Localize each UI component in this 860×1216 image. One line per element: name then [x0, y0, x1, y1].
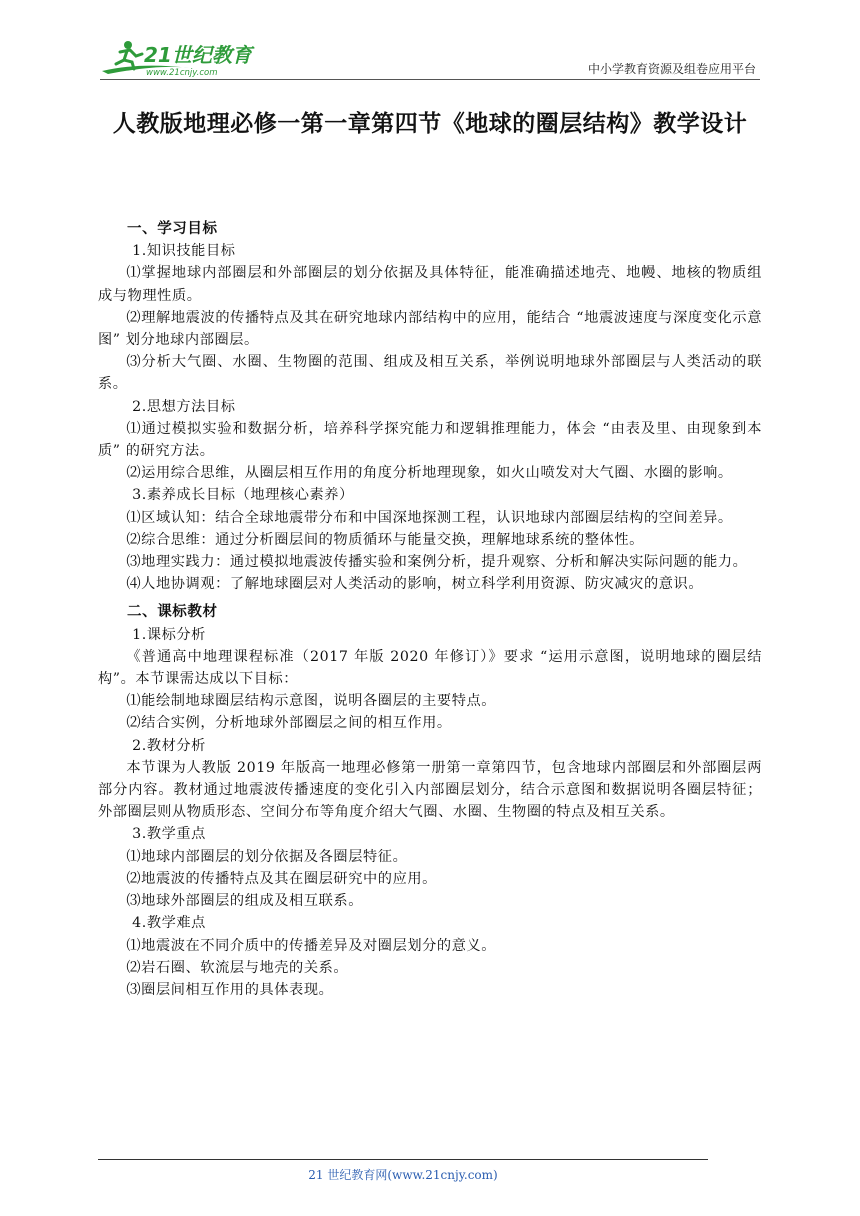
section-heading: 一、学习目标 [127, 221, 218, 237]
header-divider [100, 79, 760, 80]
body-paragraph: ⑴地震波在不同介质中的传播差异及对圈层划分的意义。 [126, 937, 497, 954]
body-paragraph: ⑵结合实例，分析地球外部圈层之间的相互作用。 [126, 715, 452, 732]
sub-heading: 1.知识技能目标 [132, 243, 236, 260]
footer-link[interactable]: 21 世纪教育网(www.21cnjy.com) [308, 1168, 498, 1182]
site-logo[interactable] [100, 38, 270, 78]
page-header [100, 34, 760, 80]
document-title: 人教版地理必修一第一章第四节《地球的圈层结构》教学设计 [112, 111, 748, 137]
svg-text:21世纪教育: 21世纪教育 [144, 43, 252, 67]
body-paragraph: ⑴掌握地球内部圈层和外部圈层的划分依据及具体特征，能准确描述地壳、地幔、地核的物质组成与物理性质。 [98, 265, 762, 304]
body-paragraph: ⑶分析大气圈、水圈、生物圈的范围、组成及相互关系，举例说明地球外部圈层与人类活动的联系。 [98, 354, 762, 393]
body-paragraph: ⑴地球内部圈层的划分依据及各圈层特征。 [126, 848, 408, 865]
body-paragraph: ⑶圈层间相互作用的具体表现。 [126, 981, 334, 998]
sub-heading: 3.素养成长目标（地理核心素养） [132, 487, 354, 504]
svg-text:www.21cnjy.com: www.21cnjy.com [146, 68, 218, 78]
sub-heading: 2.教材分析 [132, 737, 206, 754]
body-paragraph: 本节课为人教版 2019 年版高一地理必修第一册第一章第四节，包含地球内部圈层和外部圈层两部分内容。教材通过地震波传播速度的变化引入内部圈层划分，结合示意图和数据说明各圈层特征；外部圈层则从物质形态、空间分布等角度介绍大气圈、水圈、生物圈的特点及相互关系。 [98, 759, 762, 821]
platform-tagline: 中小学教育资源及组卷应用平台 [587, 62, 756, 76]
sub-heading: 4.教学难点 [132, 915, 206, 932]
body-paragraph: ⑶地理实践力：通过模拟地震波传播实验和案例分析，提升观察、分析和解决实际问题的能力。 [126, 554, 748, 571]
runner-logo-icon [100, 38, 270, 78]
body-paragraph: ⑵运用综合思维，从圈层相互作用的角度分析地理现象，如火山喷发对大气圈、水圈的影响。 [126, 465, 733, 482]
body-paragraph: ⑵理解地震波的传播特点及其在研究地球内部结构中的应用，能结合 “地震波速度与深度变化示意图” 划分地球内部圈层。 [98, 309, 762, 349]
sub-heading: 1.课标分析 [132, 626, 206, 643]
body-paragraph: ⑴通过模拟实验和数据分析，培养科学探究能力和逻辑推理能力，体会 “由表及里、由现象到本质” 的研究方法。 [98, 420, 762, 460]
body-paragraph: ⑴区域认知：结合全球地震带分布和中国深地探测工程，认识地球内部圈层结构的空间差异。 [126, 509, 733, 526]
body-paragraph: ⑵岩石圈、软流层与地壳的关系。 [126, 959, 349, 976]
body-paragraph: ⑵地震波的传播特点及其在圈层研究中的应用。 [126, 870, 437, 887]
body-paragraph: ⑶地球外部圈层的组成及相互联系。 [126, 893, 363, 910]
document-body [98, 212, 762, 1001]
section-heading: 二、课标教材 [127, 604, 218, 621]
sub-heading: 2.思想方法目标 [132, 398, 236, 415]
body-paragraph: 《普通高中地理课程标准（2017 年版 2020 年修订）》要求 “运用示意图，说明地球的圈层结构”。本节课需达成以下目标： [98, 648, 762, 688]
footer-divider [98, 1159, 708, 1160]
body-paragraph: ⑵综合思维：通过分析圈层间的物质循环与能量交换，理解地球系统的整体性。 [126, 531, 644, 548]
sub-heading: 3.教学重点 [132, 826, 206, 843]
body-paragraph: ⑴能绘制地球圈层结构示意图，说明各圈层的主要特点。 [126, 693, 497, 710]
body-paragraph: ⑷人地协调观：了解地球圈层对人类活动的影响，树立科学利用资源、防灾减灾的意识。 [126, 576, 704, 593]
